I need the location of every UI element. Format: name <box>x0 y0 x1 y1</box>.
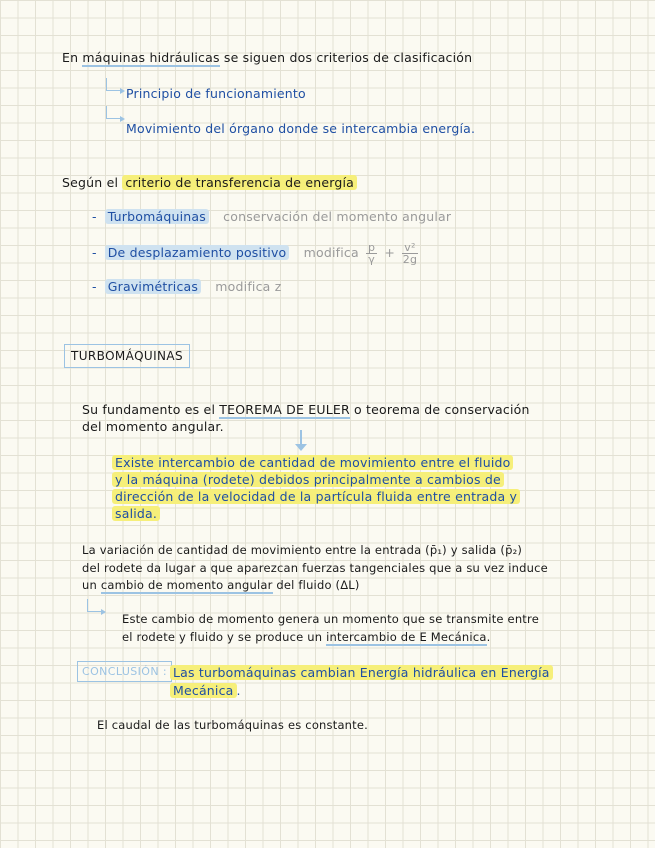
branch2-text: Movimiento del órgano donde se intercambia energía. <box>126 121 476 136</box>
type-dash: - <box>92 245 97 260</box>
conclusion-text: Mecánica <box>170 683 237 698</box>
fraction-p-gamma: $\frac{p}{\gamma}$ <box>368 241 376 266</box>
plus-sign: + <box>384 245 396 260</box>
exchange-line <box>112 506 160 521</box>
cambio-momento-angular: cambio de momento angular <box>100 578 273 592</box>
conclusion-line1 <box>170 665 553 680</box>
variation-post: del fluido (ΔL) <box>272 578 360 592</box>
exchange-line <box>112 472 504 487</box>
teorema-euler: TEOREMA DE EULER <box>219 402 350 417</box>
intro-post: se siguen dos criterios de clasificación <box>219 50 473 65</box>
fundamento-line1 <box>82 402 530 417</box>
momento-line1: Este cambio de momento genera un momento que se transmite entre <box>122 612 539 626</box>
conclusion-label: CONCLUSIÓN : <box>77 661 172 682</box>
variation-line2: del rodete da lugar a que aparezcan fuerzas tangenciales que a su vez induce <box>82 561 548 575</box>
type-desc: conservación del momento angular <box>223 209 452 224</box>
exchange-text: Existe intercambio de cantidad de movimiento entre el fluido <box>112 455 513 470</box>
type-name: Gravimétricas <box>105 279 201 294</box>
fraction-v2-2g: $\frac{\text{v²}}{2g}$ <box>402 241 418 266</box>
branch1-arrow-icon <box>106 78 121 91</box>
momento-arrow-icon <box>87 599 102 612</box>
intro-pre: En <box>62 50 83 65</box>
momento-post: . <box>486 630 491 644</box>
conclusion-line2: Mecánica . <box>170 683 241 698</box>
branch1-text: Principio de funcionamiento <box>126 86 306 101</box>
fundamento-line2: del momento angular. <box>82 419 224 434</box>
variation-line3 <box>82 578 360 592</box>
momento-line2 <box>122 630 490 644</box>
exchange-text: salida. <box>112 506 160 521</box>
momento-pre: el rodete y fluido y se produce un <box>122 630 327 644</box>
intro-underlined: máquinas hidráulicas <box>82 50 220 65</box>
type-desc: modifica <box>303 245 359 260</box>
conclusion-text: Las turbomáquinas cambian Energía hidráulica en Energía <box>170 665 553 680</box>
criterio-line <box>62 175 357 190</box>
down-arrow-head-icon <box>295 444 307 451</box>
type-name: Turbomáquinas <box>105 209 209 224</box>
fundamento-post: o teorema de conservación <box>349 402 530 417</box>
criterio-highlight: criterio de transferencia de energía <box>122 175 357 190</box>
type-desplazamiento <box>92 242 421 265</box>
exchange-text: y la máquina (rodete) debidos principalmente a cambios de <box>112 472 504 487</box>
type-name: De desplazamiento positivo <box>105 245 290 260</box>
intercambio-mecanica: intercambio de E Mecánica <box>326 630 487 644</box>
exchange-line <box>112 489 520 504</box>
fundamento-pre: Su fundamento es el <box>82 402 220 417</box>
type-dash: - <box>92 209 97 224</box>
variation-pre: un <box>82 578 101 592</box>
intro-line <box>62 50 472 65</box>
caudal-line: El caudal de las turbomáquinas es constante. <box>97 718 369 732</box>
criterio-pre: Según el <box>62 175 123 190</box>
type-turbomaquinas <box>92 209 451 224</box>
type-desc: modifica z <box>215 279 282 294</box>
exchange-text: dirección de la velocidad de la partícula fluida entre entrada y <box>112 489 520 504</box>
exchange-line <box>112 455 513 470</box>
type-dash: - <box>92 279 97 294</box>
branch2-arrow-icon <box>106 106 121 119</box>
variation-line1: La variación de cantidad de movimiento entre la entrada (p̄₁) y salida (p̄₂) <box>82 543 523 557</box>
section-title: TURBOMÁQUINAS <box>64 344 190 368</box>
type-gravimetricas <box>92 279 281 294</box>
